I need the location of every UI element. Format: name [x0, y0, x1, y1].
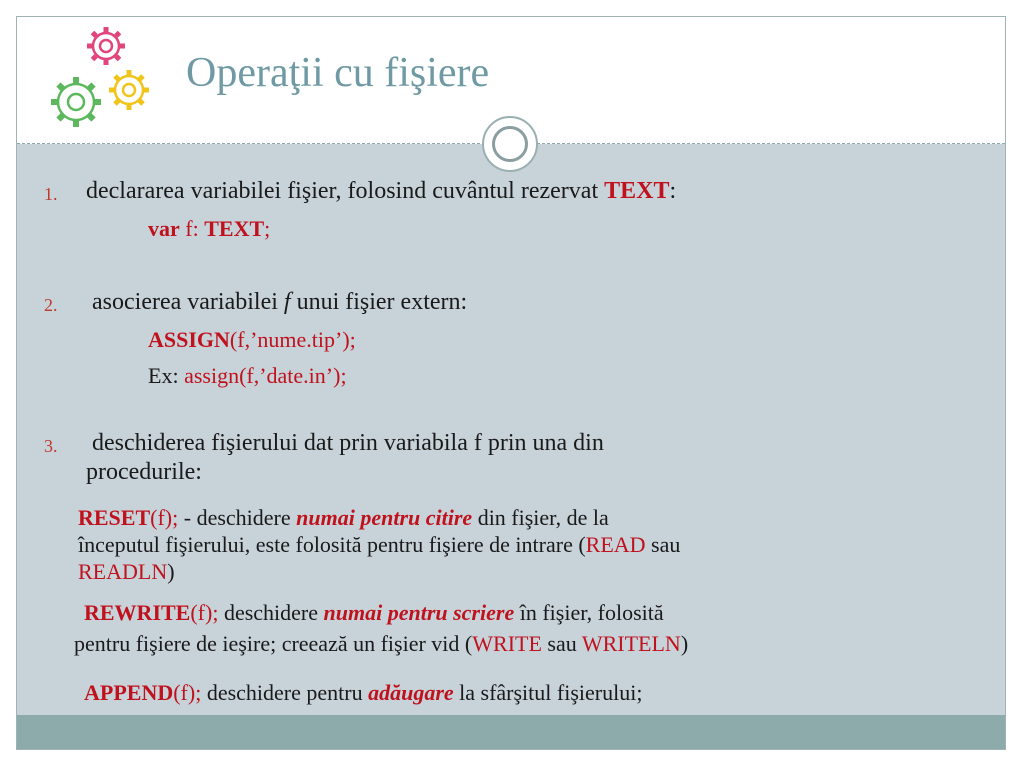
proc-text: deschidere pentru — [201, 680, 369, 705]
example-label: Ex: — [148, 363, 185, 388]
proc-text: sau — [645, 532, 681, 557]
item-number: 3. — [44, 436, 58, 456]
list-item — [92, 289, 467, 317]
code-line — [148, 216, 270, 241]
proc-keyword: REWRITE — [84, 600, 191, 625]
procedure-rewrite — [84, 600, 664, 625]
procedure-reset-line2 — [78, 532, 680, 557]
list-item-continuation: procedurile: — [86, 459, 202, 485]
procedure-append — [84, 680, 642, 705]
proc-text: deschidere — [218, 600, 324, 625]
proc-args: (f); — [173, 680, 202, 705]
code-type: TEXT — [204, 216, 265, 241]
code-line — [148, 363, 347, 388]
proc-text: în fişier, folosită — [514, 600, 664, 625]
code-var: var — [148, 216, 180, 241]
proc-keyword: RESET — [78, 505, 151, 530]
item-var: f — [283, 289, 291, 315]
procedure-reset — [78, 505, 609, 530]
proc-emphasis: adăugare — [368, 680, 454, 705]
proc-text: pentru fişiere de ieşire; creează un fişier vid ( — [74, 631, 473, 656]
code-f: f: — [179, 216, 205, 241]
proc-text: ) — [680, 631, 689, 656]
ring-icon — [482, 116, 538, 172]
proc-text: sau — [541, 631, 582, 656]
slide-title: Operaţii cu fişiere — [186, 50, 490, 96]
code-line — [148, 327, 356, 352]
proc-emphasis: numai pentru citire — [296, 505, 473, 530]
procedure-reset-line3 — [78, 559, 175, 584]
item-number: 2. — [44, 295, 58, 315]
code-keyword: ASSIGN — [148, 327, 230, 352]
ring-inner-icon — [492, 126, 528, 162]
item-number: 1. — [44, 184, 58, 204]
proc-emphasis: numai pentru scriere — [323, 600, 515, 625]
proc-text: începutul fişierului, este folosită pentru fişiere de intrare ( — [78, 532, 586, 557]
proc-args: (f); — [150, 505, 179, 530]
item-text: asocierea variabilei — [92, 289, 284, 315]
proc-red: WRITELN — [581, 631, 681, 656]
proc-text: ) — [167, 559, 175, 584]
proc-red: READ — [585, 532, 646, 557]
proc-text: la sfârşitul fişierului; — [453, 680, 643, 705]
example-code: assign(f,’date.in’); — [184, 363, 347, 388]
list-item — [86, 178, 676, 206]
proc-red: READLN — [78, 559, 168, 584]
proc-text: - deschidere — [178, 505, 297, 530]
item-text: declararea variabilei fişier, folosind cuvântul rezervat — [86, 178, 605, 204]
keyword: TEXT — [604, 178, 670, 204]
proc-red: WRITE — [472, 631, 542, 656]
code-args: (f,’nume.tip’); — [229, 327, 356, 352]
code-semi: ; — [264, 216, 271, 241]
item-text: unui fişier extern: — [290, 289, 468, 315]
proc-args: (f); — [190, 600, 219, 625]
gears-icon — [42, 22, 162, 140]
proc-text: din fişier, de la — [472, 505, 609, 530]
item-suffix: : — [669, 178, 677, 204]
proc-keyword: APPEND — [84, 680, 174, 705]
slide-footer — [17, 715, 1005, 749]
list-item: deschiderea fişierului dat prin variabila f prin una din — [92, 430, 604, 456]
procedure-rewrite-line2 — [74, 631, 688, 656]
